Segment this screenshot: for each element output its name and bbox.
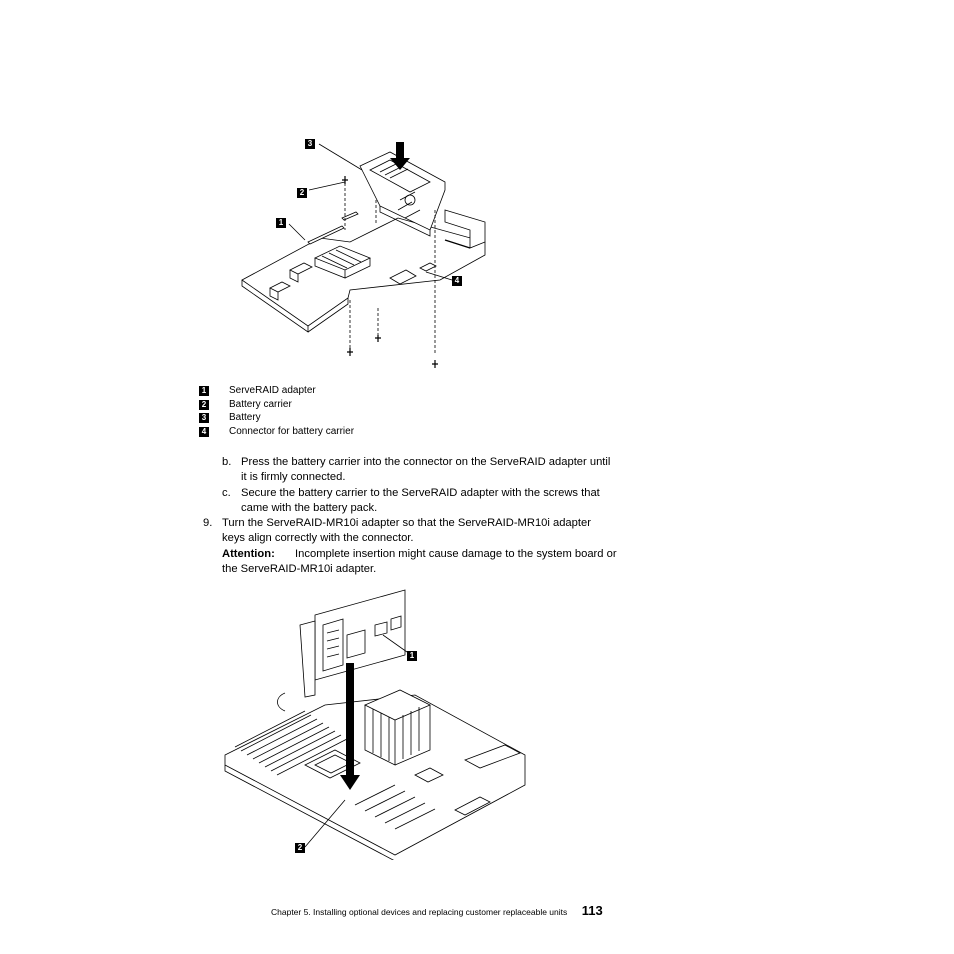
page-footer — [271, 902, 603, 920]
figure-adapter-installation-drawing — [215, 585, 535, 860]
step-b-text-line1: Press the battery carrier into the connector on the ServeRAID adapter until — [241, 456, 611, 468]
attention-label: Attention: — [222, 548, 275, 560]
footer-chapter-title: Chapter 5. Installing optional devices and replacing customer replaceable units — [271, 907, 568, 917]
attention-text-line1: Incomplete insertion might cause damage to the system board or — [295, 548, 617, 560]
legend-callout-4: 4 — [199, 427, 209, 437]
legend-label-battery-carrier: Battery carrier — [229, 398, 292, 410]
step-9-text-line1: Turn the ServeRAID-MR10i adapter so that the ServeRAID-MR10i adapter — [222, 517, 591, 529]
legend-callout-3: 3 — [199, 413, 209, 423]
figure-serveraid-battery-drawing — [230, 130, 500, 375]
figure2-callout-1: 1 — [407, 651, 417, 661]
legend-label-serveraid-adapter: ServeRAID adapter — [229, 385, 316, 396]
step-b — [222, 455, 642, 485]
step-b-marker: b. — [222, 456, 232, 468]
figure2-callout-2: 2 — [295, 843, 305, 853]
page-number: 113 — [581, 903, 603, 918]
legend-label-connector: Connector for battery carrier — [229, 425, 355, 437]
step-c-marker: c. — [222, 487, 231, 499]
legend-callout-2: 2 — [199, 400, 209, 410]
step-9-marker: 9. — [203, 517, 213, 529]
figure1-callout-3: 3 — [305, 139, 315, 149]
attention-text-line2: the ServeRAID-MR10i adapter. — [222, 562, 377, 575]
step-9 — [203, 516, 643, 546]
figure1-callout-1: 1 — [276, 218, 286, 228]
step-c-text-line2: came with the battery pack. — [241, 501, 378, 514]
figure-serveraid-battery — [230, 130, 500, 375]
step-c — [222, 486, 642, 516]
legend-callout-1: 1 — [199, 386, 209, 396]
figure1-callout-2: 2 — [297, 188, 307, 198]
step-c-text-line1: Secure the battery carrier to the ServeRAID adapter with the screws that — [241, 487, 600, 499]
figure1-callout-4: 4 — [452, 276, 462, 286]
attention-notice — [222, 547, 642, 577]
step-b-text-line2: it is firmly connected. — [241, 470, 346, 483]
figure-adapter-installation — [215, 585, 535, 860]
step-9-text-line2: keys align correctly with the connector. — [222, 531, 414, 544]
legend-label-battery: Battery — [229, 412, 261, 423]
